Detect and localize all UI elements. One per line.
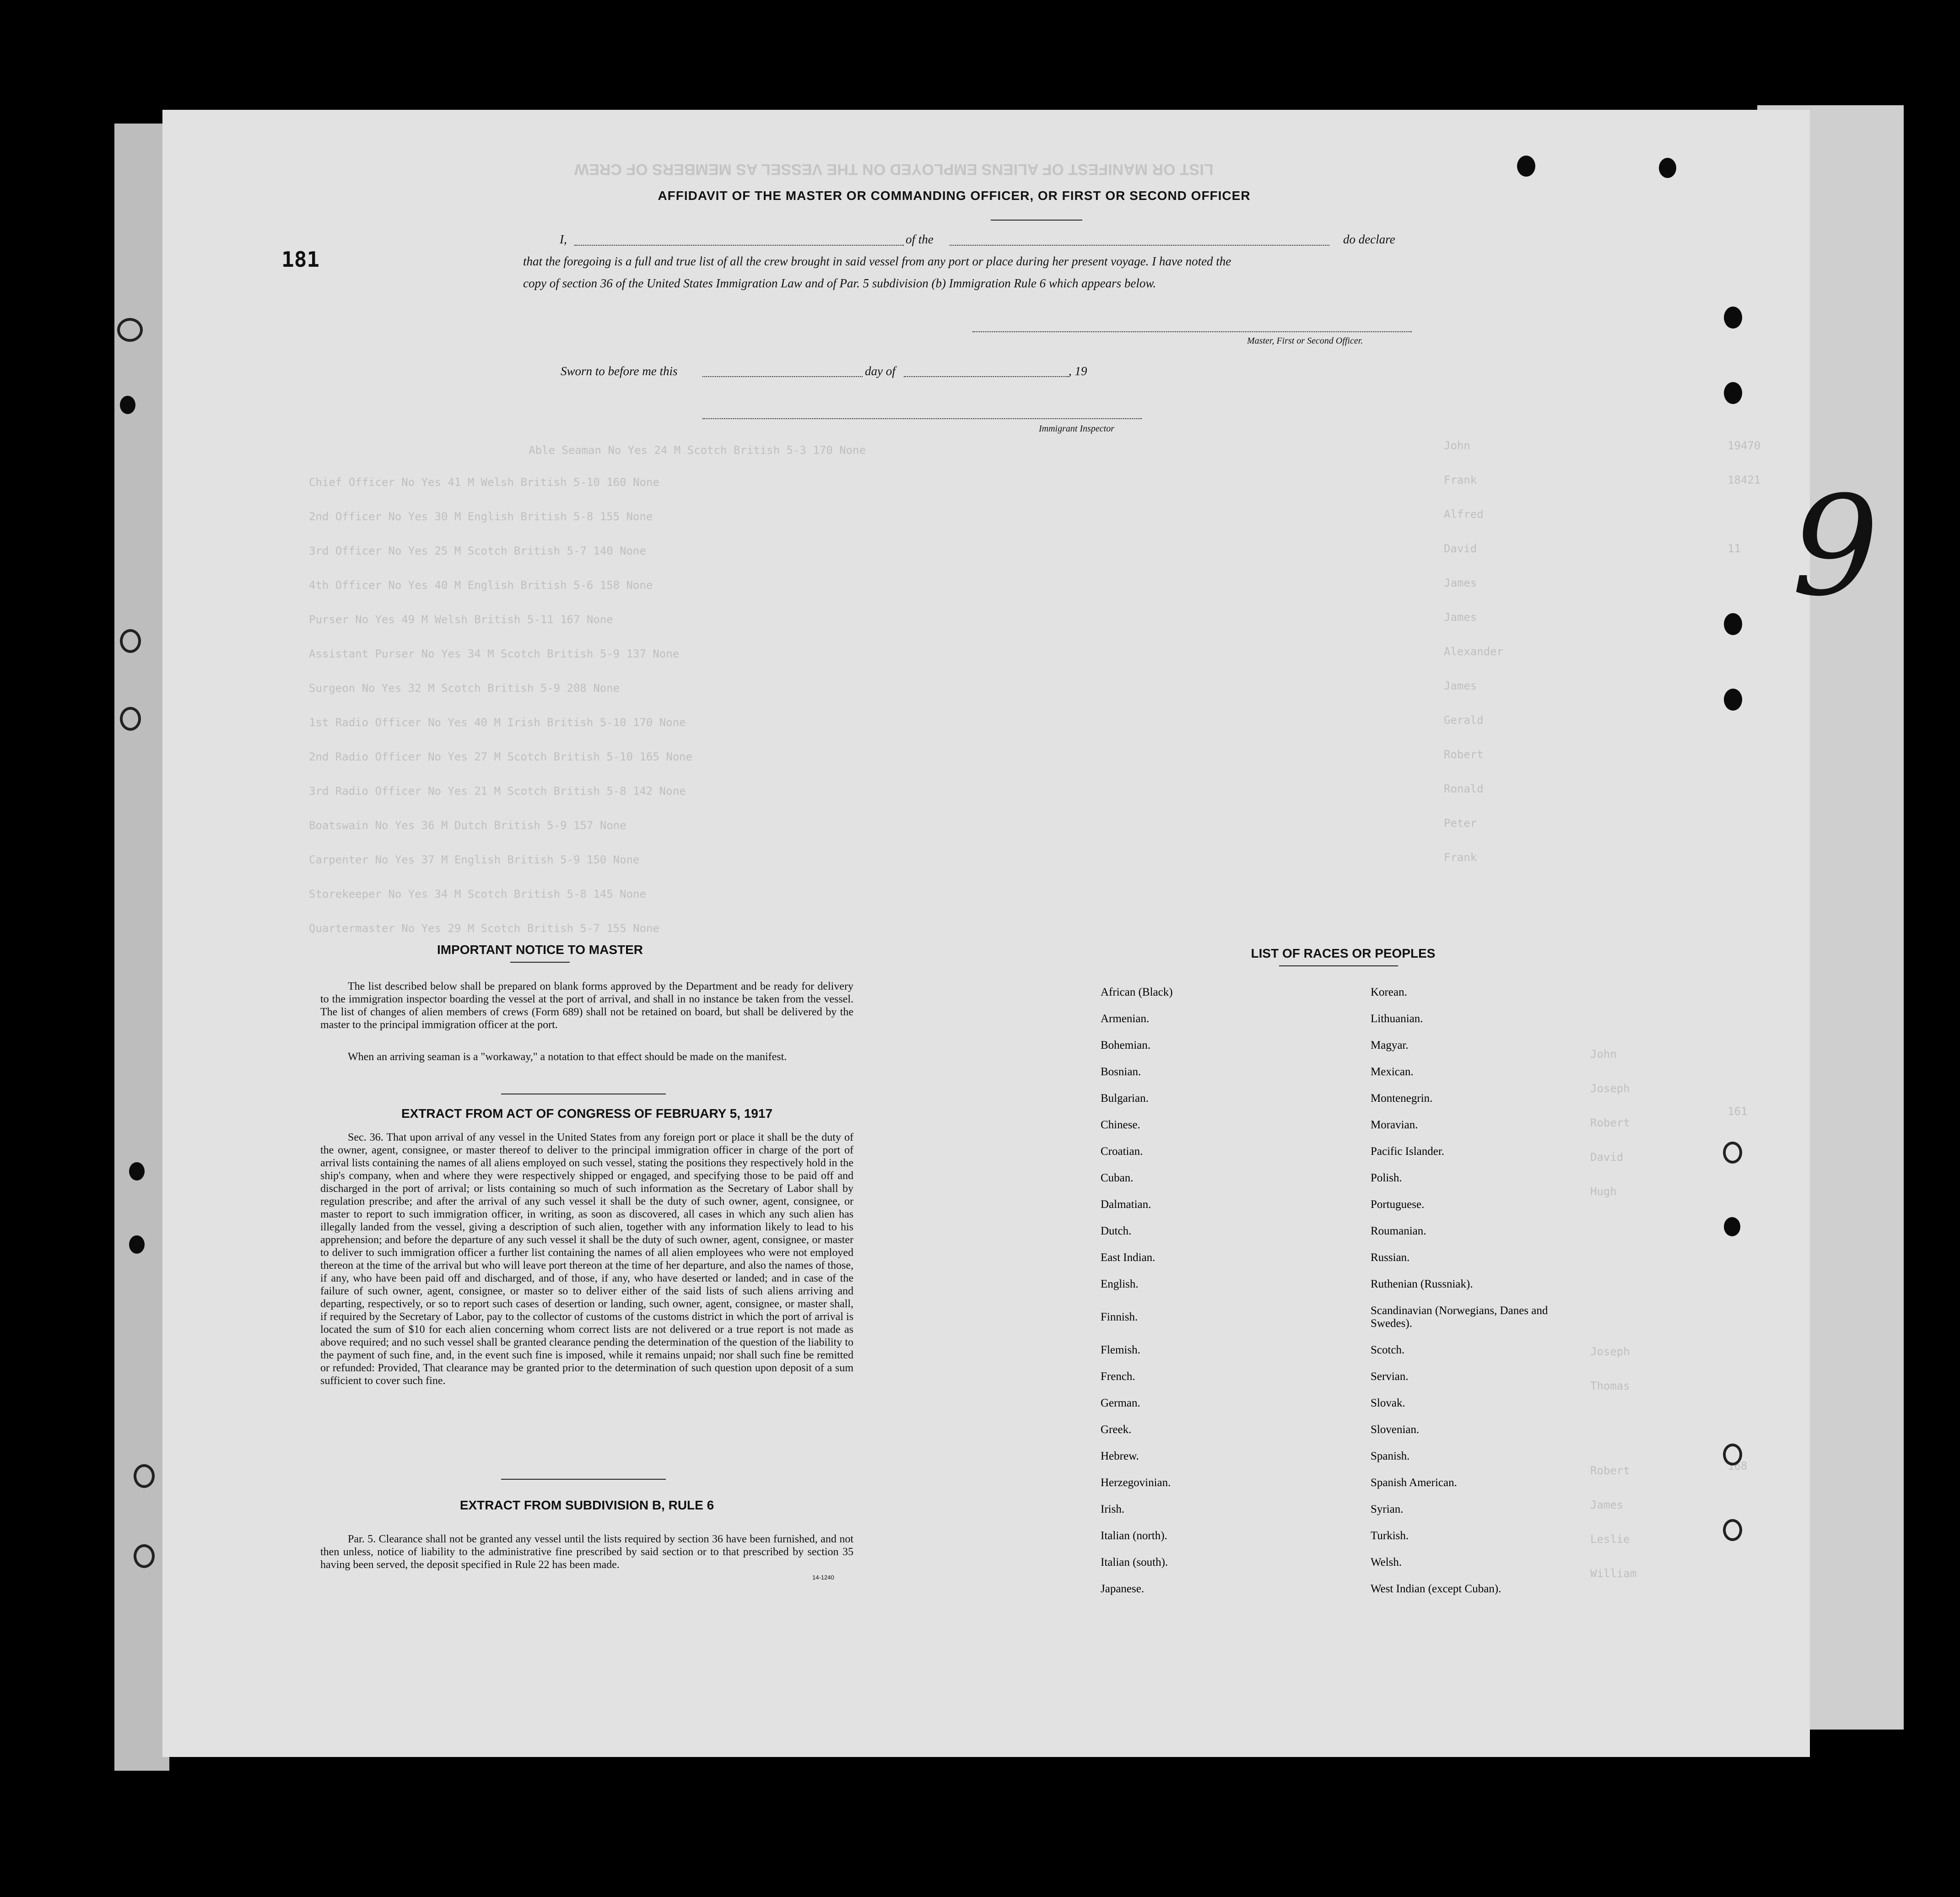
bleed-name: David [1590,1151,1624,1164]
punch-hole [129,1162,145,1180]
punch-hole [1724,307,1742,329]
bleed-name: Robert [1590,1464,1630,1477]
affidavit-line-3: copy of section 36 of the United States Immigration Law and of Par. 5 subdivision (b) Immigration Rule 6 which appears below. [523,276,1156,290]
race-item: Servian. [1371,1370,1409,1383]
punch-hole [134,1544,155,1568]
race-item: Herzegovinian. [1101,1477,1171,1489]
bleed-row: 3rd Officer No Yes 25 M Scotch British 5-7 140 None [309,544,646,557]
punch-hole [1724,1217,1740,1236]
punch-hole [120,396,135,414]
punch-hole [1659,158,1676,178]
race-item: Pacific Islander. [1371,1145,1445,1158]
notice-title: IMPORTANT NOTICE TO MASTER [437,943,643,957]
punch-hole [134,1464,155,1488]
punch-hole [1723,1142,1742,1164]
race-item: Finnish. [1101,1311,1138,1323]
race-item: Dalmatian. [1101,1198,1151,1211]
bleed-name: Frank [1444,851,1477,864]
bleed-row: 3rd Radio Officer No Yes 21 M Scotch British 5-8 142 None [309,785,686,798]
race-item: Greek. [1101,1423,1132,1436]
races-title: LIST OF RACES OR PEOPLES [1251,946,1436,960]
race-item: French. [1101,1370,1135,1383]
inspector-signature-line[interactable] [702,418,1142,419]
race-item: Polish. [1371,1172,1402,1184]
races-title-rule [1279,965,1398,966]
bleed-name: Joseph [1590,1345,1630,1358]
races-column-1 [1101,986,1339,1609]
bleed-tag: 161 [1728,1105,1748,1118]
race-item: West Indian (except Cuban). [1371,1583,1501,1595]
year-label: , 19 [1069,364,1087,378]
name-blank[interactable] [574,245,904,246]
race-item: Syrian. [1371,1503,1404,1515]
bleed-name: James [1444,577,1477,589]
bleed-name: Hugh [1590,1185,1617,1198]
race-item: Spanish American. [1371,1477,1457,1489]
bleed-name: Robert [1444,748,1484,761]
race-item: Turkish. [1371,1530,1409,1542]
notice-title-rule [510,962,570,963]
race-item: Slovak. [1371,1397,1405,1409]
punch-hole [1517,156,1535,177]
bleed-row: Boatswain No Yes 36 M Dutch British 5-9 157 None [309,819,626,832]
race-item: East Indian. [1101,1251,1155,1264]
race-item: Welsh. [1371,1556,1402,1568]
race-item: Magyar. [1371,1039,1409,1051]
affidavit-of-the: of the [906,232,934,246]
bleed-name: Gerald [1444,714,1484,727]
extract-rule-title: EXTRACT FROM SUBDIVISION B, RULE 6 [459,1498,714,1512]
race-item: Hebrew. [1101,1450,1139,1462]
race-item: Bohemian. [1101,1039,1151,1051]
race-item: Russian. [1371,1251,1410,1264]
bleed-tag: 19470 [1728,439,1761,452]
day-of-label: day of [865,364,896,378]
bleed-tag: 11 [1728,542,1741,555]
handwritten-sheet-number: 9 [1792,467,1879,626]
race-item: Cuban. [1101,1172,1134,1184]
bleed-through-header: LIST OR MANIFEST OF ALIENS EMPLOYED ON THE VESSEL AS MEMBERS OF CREW [574,161,1214,178]
bleed-row: Storekeeper No Yes 34 M Scotch British 5-8 145 None [309,888,646,900]
signature-caption: Master, First or Second Officer. [1247,336,1363,346]
bleed-row: Chief Officer No Yes 41 M Welsh British 5-10 160 None [309,476,659,489]
punch-hole [129,1235,145,1254]
race-item: Lithuanian. [1371,1013,1423,1025]
race-item: Slovenian. [1371,1423,1420,1436]
bleed-row: 2nd Officer No Yes 30 M English British 5-8 155 None [309,510,653,523]
extract-act-divider [501,1479,666,1480]
signature-line[interactable] [972,331,1412,332]
bleed-row: 1st Radio Officer No Yes 40 M Irish British 5-10 170 None [309,716,686,729]
affidavit-do-declare: do declare [1343,232,1395,246]
race-item: Scotch. [1371,1344,1405,1356]
affidavit-title-rule [991,220,1082,221]
bleed-name: Peter [1444,817,1477,830]
bleed-name: Frank [1444,474,1477,486]
race-item: German. [1101,1397,1140,1409]
race-item: Moravian. [1371,1119,1418,1131]
race-item: Italian (south). [1101,1556,1168,1568]
left-binding-strip [114,124,169,1771]
inspector-caption: Immigrant Inspector [1039,424,1114,434]
race-item: Japanese. [1101,1583,1145,1595]
bleed-name: Alexander [1444,645,1504,658]
race-item: African (Black) [1101,986,1173,998]
bleed-name: John [1444,439,1470,452]
bleed-name: James [1444,611,1477,624]
bleed-name: John [1590,1048,1617,1061]
race-item: Scandinavian (Norwegians, Danes and Swedes). [1371,1304,1548,1330]
race-item: Roumanian. [1371,1225,1426,1237]
race-item: Armenian. [1101,1013,1150,1025]
bleed-row: Carpenter No Yes 37 M English British 5-9 150 None [309,853,640,866]
race-item: Bosnian. [1101,1066,1141,1078]
form-code: 14-1240 [812,1574,834,1581]
bleed-name: Alfred [1444,508,1484,521]
punch-hole [1724,689,1742,711]
extract-act-text: Sec. 36. That upon arrival of any vessel in the United States from any foreign port or place it shall be the duty of the owner, agent, consignee, or master thereof to deliver to the principal immigration officer in charge of the port of arrival lists containing the names of all aliens employed on such vessel, stating the positions they respectively hold in the ship's company, when and where they were respectively shipped or engaged, and specifying those to be paid off and discharged in the port of arrival; or lists containing so much of such information as the Secretary of Labor shall by regulation prescribe; and after the arrival of any such vessel it shall be the duty of such owner, agent, consignee, or master to report to such immigration officer, in writing, as soon as discovered, all cases in which any such alien has illegally landed from the vessel, giving a description of such alien, together with any information likely to lead to his apprehension; and before the departure of any such vessel it shall be the duty of such owner, agent, consignee, or master to deliver to such immigration officer a further list containing the names of all alien employees who were not employed thereon at the time of the arrival but who will leave port thereon at the time of her departure, and also the names of those, if any, who have been paid off and discharged, and of those, if any, who have deserted or landed; and in case of the failure of such owner, agent, consignee, or master so to deliver either of the said lists of such aliens arriving and departing, respectively, or so to report such cases of desertion or landing, such owner, agent, consignee, or master shall, if required by the Secretary of Labor, pay to the collector of customs of the customs district in which the port of arrival is located the sum of $10 for each alien concerning whom correct lists are not delivered or a true report is not made as above required; and no such vessel shall be granted clearance pending the determination of the question of the liability to the payment of such fine, and, in the event such fine is imposed, while it remains unpaid; nor shall such fine be remitted or refunded: Provided, That clearance may be granted prior to the determination of such question upon deposit of a sum sufficient to cover such fine. [320,1132,853,1387]
notice-paragraph-2: When an arriving seaman is a "workaway," a notation to that effect should be made on the manifest. [348,1051,787,1063]
race-item: Korean. [1371,986,1407,998]
races-column-2 [1371,986,1645,1609]
bleed-row: Assistant Purser No Yes 34 M Scotch British 5-9 137 None [309,647,680,660]
race-item: Mexican. [1371,1066,1414,1078]
race-item: Irish. [1101,1503,1125,1515]
punch-hole [117,318,143,342]
punch-hole [1724,613,1742,635]
affidavit-line-2: that the foregoing is a full and true list of all the crew brought in said vessel from any port or place during her present voyage. I have noted the [523,254,1231,268]
bleed-row: Surgeon No Yes 32 M Scotch British 5-9 208 None [309,682,620,695]
bleed-name: William [1590,1567,1637,1580]
bleed-name: James [1590,1498,1624,1511]
page-number-stamp: 181 [281,247,320,272]
sworn-label: Sworn to before me this [561,364,678,378]
punch-hole [120,707,141,731]
race-item: Chinese. [1101,1119,1140,1131]
vessel-blank[interactable] [950,245,1329,246]
extract-act-title: EXTRACT FROM ACT OF CONGRESS OF FEBRUARY 5, 1917 [401,1106,773,1121]
race-item: English. [1101,1278,1139,1290]
bleed-name: Ronald [1444,782,1484,795]
punch-hole [1723,1444,1742,1466]
race-item: Bulgarian. [1101,1092,1149,1105]
extract-rule-text: Par. 5. Clearance shall not be granted any vessel until the lists required by section 36 have been furnished, and not then unless, notice of liability to the administrative fine prescribed by said section or to that prescribed by section 35 having been served, the deposit specified in Rule 22 has been made. [320,1533,853,1571]
race-item: Italian (north). [1101,1530,1167,1542]
bleed-row: Quartermaster No Yes 29 M Scotch British 5-7 155 None [309,922,659,935]
race-item: Croatian. [1101,1145,1143,1158]
bleed-name: Leslie [1590,1533,1630,1546]
race-item: Flemish. [1101,1344,1140,1356]
punch-hole [1724,382,1742,404]
sworn-month-blank[interactable] [904,376,1069,377]
affidavit-i-label: I, [560,232,567,246]
bleed-row: 4th Officer No Yes 40 M English British 5-6 158 None [309,579,653,592]
race-item: Montenegrin. [1371,1092,1433,1105]
bleed-name: Robert [1590,1116,1630,1129]
bleed-name: Joseph [1590,1082,1630,1095]
punch-hole [120,629,141,653]
race-item: Portuguese. [1371,1198,1425,1211]
bleed-row: 2nd Radio Officer No Yes 27 M Scotch British 5-10 165 None [309,750,693,763]
race-item: Spanish. [1371,1450,1410,1462]
punch-hole [1723,1519,1742,1541]
bleed-name: Thomas [1590,1380,1630,1392]
bleed-tag: 168 [1728,1460,1748,1472]
race-item: Dutch. [1101,1225,1132,1237]
notice-paragraph-1: The list described below shall be prepared on blank forms approved by the Department and be ready for delivery to the immigration inspector boarding the vessel at the port of arrival, and shall in no instance be taken from the vessel. The list of changes of alien members of crews (Form 689) shall not be retained on board, but shall be delivered by the master to the principal immigration officer at the port. [320,981,853,1031]
bleed-row: Purser No Yes 49 M Welsh British 5-11 167 None [309,613,613,626]
manifest-sheet [162,110,1879,1757]
bleed-tag: 18421 [1728,474,1761,486]
bleed-name: David [1444,542,1477,555]
bleed-name: James [1444,679,1477,692]
race-item: Ruthenian (Russniak). [1371,1278,1473,1290]
bleed-row: Able Seaman No Yes 24 M Scotch British 5-3 170 None [529,444,866,457]
sworn-day-blank[interactable] [702,376,863,377]
affidavit-title: AFFIDAVIT OF THE MASTER OR COMMANDING OFFICER, OR FIRST OR SECOND OFFICER [658,189,1251,203]
